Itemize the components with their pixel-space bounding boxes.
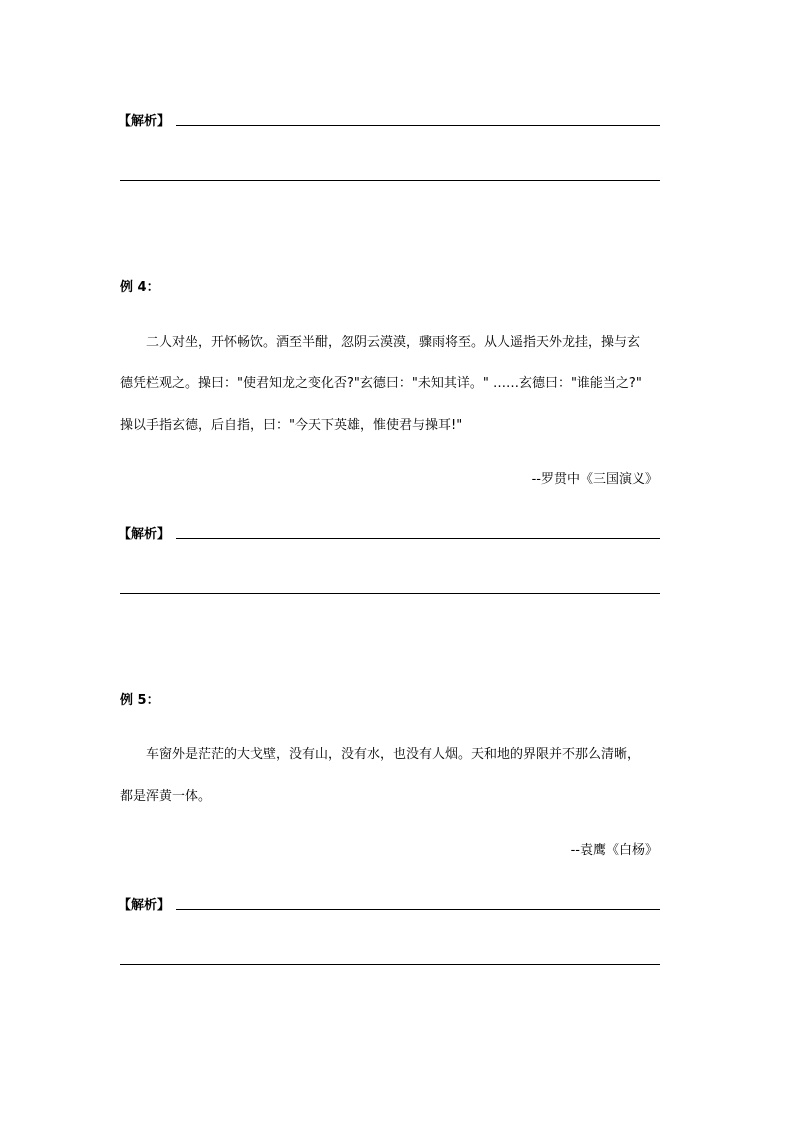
- analysis-label-3: 【解析】: [118, 898, 171, 913]
- analysis-label-2: 【解析】: [118, 527, 171, 542]
- analysis-label-1: 【解析】: [118, 114, 171, 129]
- answer-line-2a[interactable]: [176, 538, 660, 539]
- example-4-source: --罗贯中《三国演义》: [531, 472, 658, 487]
- answer-line-3a[interactable]: [176, 909, 660, 910]
- example-5-text-line-2: 都是浑黄一体。: [120, 789, 212, 804]
- example-5-text-line-1: 车窗外是茫茫的大戈壁，没有山，没有水，也没有人烟。天和地的界限并不那么清晰，: [146, 747, 641, 762]
- example-5-label: 例 5：: [120, 693, 160, 708]
- example-4-text-line-1: 二人对坐，开怀畅饮。酒至半酣，忽阴云漠漠，骤雨将至。从人遥指天外龙挂，操与玄: [146, 335, 641, 350]
- example-4-label: 例 4：: [120, 280, 160, 295]
- answer-line-3b[interactable]: [120, 964, 660, 965]
- answer-line-1a[interactable]: [176, 125, 660, 126]
- answer-line-2b[interactable]: [120, 593, 660, 594]
- example-5-source: --袁鹰《白杨》: [570, 843, 658, 858]
- example-4-text-line-3: 操以手指玄德，后自指，曰："今天下英雄，惟使君与操耳!": [120, 418, 463, 433]
- example-4-text-line-2: 德凭栏观之。操曰："使君知龙之变化否?"玄德曰："未知其详。" ……玄德曰："谁能当之?": [120, 376, 642, 391]
- answer-line-1b[interactable]: [120, 180, 660, 181]
